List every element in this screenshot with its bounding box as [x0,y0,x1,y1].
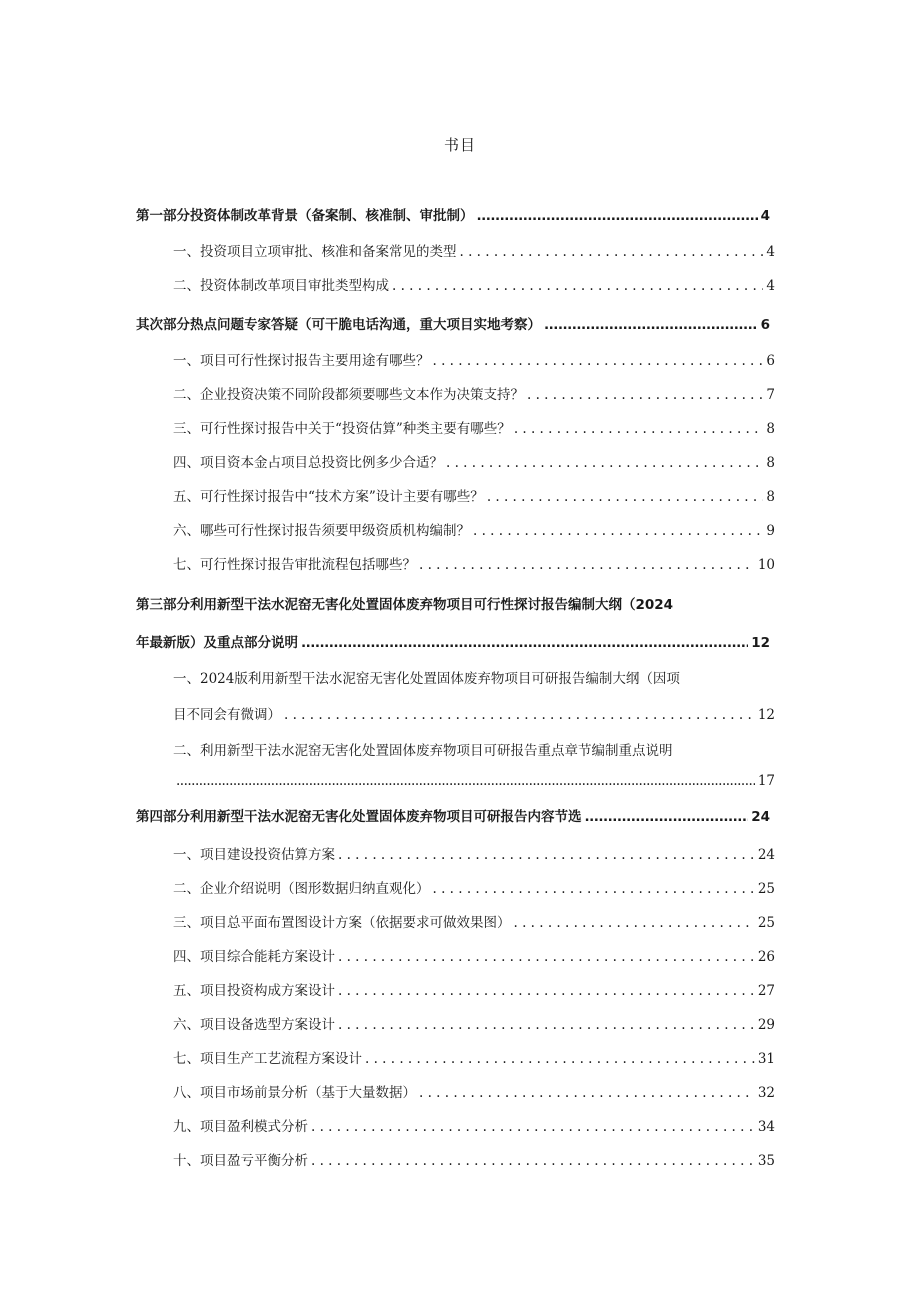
toc-dot-leader [338,982,755,1000]
toc-entry-page: 8 [766,421,775,437]
toc-entry[interactable] [173,772,775,790]
toc-dot-leader [433,352,764,370]
toc-entry-page: 34 [757,1119,775,1135]
toc-entry-page: 29 [757,1017,775,1033]
toc-entry-label: 七、项目生产工艺流程方案设计 [173,1051,362,1067]
toc-entry-label: 三、项目总平面布置图设计方案（依据要求可做效果图） [173,915,511,931]
toc-dot-leader [338,1016,755,1034]
toc-dot-leader [544,316,758,334]
toc-dot-leader [338,948,755,966]
toc-dot-leader [392,277,763,295]
toc-entry-label: 八、项目市场前景分析（基于大量数据） [173,1085,416,1101]
toc-entry-page: 32 [757,1085,775,1101]
toc-dot-leader [487,488,764,506]
toc-dot-leader [433,880,755,898]
toc-entry-label: 四、项目综合能耗方案设计 [173,949,335,965]
toc-dot-leader [311,1118,755,1136]
toc-entry-label: 三、可行性探讨报告中关于“投资估算”种类主要有哪些？ [173,421,511,437]
toc-entry[interactable] [173,352,775,370]
toc-entry-label: 第四部分利用新型干法水泥窑无害化处置固体废弃物项目可研报告内容节选 [136,809,582,825]
toc-entry[interactable] [173,1118,775,1136]
toc-entry-page: 10 [757,557,775,573]
toc-entry-label: 五、可行性探讨报告中“技术方案”设计主要有哪些？ [173,489,484,505]
toc-entry-page: 35 [757,1153,775,1169]
toc-entry-label: 目不同会有微调） [173,707,281,723]
toc-entry[interactable] [173,914,775,932]
toc-entry-page: 25 [757,915,775,931]
toc-dot-leader [446,454,763,472]
toc-entry-label: 一、项目可行性探讨报告主要用途有哪些？ [173,353,430,369]
toc-dot-leader [365,1050,755,1068]
toc-dot-leader [176,772,755,790]
toc-entry-label: 四、项目资本金占项目总投资比例多少合适？ [173,455,443,471]
toc-entry-page: 12 [757,707,775,723]
toc-entry[interactable] [173,488,775,506]
toc-entry-label: 二、投资体制改革项目审批类型构成 [173,278,389,294]
toc-entry-label: 十、项目盈亏平衡分析 [173,1153,308,1169]
toc-dot-leader [514,420,764,438]
toc-entry-page: 4 [760,208,770,224]
toc-entry[interactable] [173,420,775,438]
toc-dot-leader [338,846,755,864]
toc-entry-page: 4 [766,278,775,294]
toc-entry-page: 9 [766,523,775,539]
toc-entry-page: 8 [766,489,775,505]
toc-entry[interactable] [136,207,770,225]
toc-entry-label: 六、哪些可行性探讨报告须要甲级资质机构编制？ [173,523,470,539]
toc-entry-label: 一、投资项目立项审批、核准和备案常见的类型 [173,244,457,260]
toc-entry-label: 五、项目投资构成方案设计 [173,983,335,999]
toc-entry[interactable] [136,316,770,334]
toc-entry[interactable] [173,522,775,540]
toc-entry-label: 第一部分投资体制改革背景（备案制、核准制、审批制） [136,208,474,224]
toc-entry-page: 24 [757,847,775,863]
toc-dot-leader [527,386,763,404]
toc-entry-page: 27 [757,983,775,999]
toc-entry-page: 24 [751,809,770,825]
toc-entry[interactable] [173,277,775,295]
toc-entry-page: 17 [757,773,775,789]
toc-entry[interactable] [173,1084,775,1102]
toc-entry[interactable] [173,1016,775,1034]
toc-entry[interactable] [173,1050,775,1068]
toc-entry-label: 七、可行性探讨报告审批流程包括哪些？ [173,557,416,573]
toc-dot-leader [477,207,758,225]
toc-entry-label: 二、企业介绍说明（图形数据归纳直观化） [173,881,430,897]
toc-title: 书目 [443,136,476,154]
toc-dot-leader [585,808,749,826]
toc-dot-leader [460,243,764,261]
toc-entry-label: 一、项目建设投资估算方案 [173,847,335,863]
toc-dot-leader [419,556,755,574]
toc-entry-page: 6 [766,353,775,369]
toc-entry-page: 25 [757,881,775,897]
toc-entry[interactable] [173,846,775,864]
toc-dot-leader [301,634,748,652]
toc-entry[interactable] [173,386,775,404]
toc-entry-label: 二、企业投资决策不同阶段都须要哪些文本作为决策支持？ [173,387,524,403]
toc-dot-leader [419,1084,755,1102]
toc-dot-leader [284,706,755,724]
toc-entry-label: 年最新版）及重点部分说明 [136,635,298,651]
toc-entry-label: 九、项目盈利模式分析 [173,1119,308,1135]
toc-entry[interactable] [136,808,770,826]
toc-entry[interactable] [173,556,775,574]
toc-entry[interactable] [173,948,775,966]
toc-entry-page: 7 [766,387,775,403]
toc-entry[interactable] [173,706,775,724]
toc-entry-page: 4 [766,244,775,260]
toc-entry-label-line1: 二、利用新型干法水泥窑无害化处置固体废弃物项目可研报告重点章节编制重点说明 [173,743,673,759]
toc-dot-leader [514,914,755,932]
toc-entry-label-line1: 一、2024版利用新型干法水泥窑无害化处置固体废弃物项目可研报告编制大纲（因项 [173,671,680,687]
toc-entry[interactable] [173,880,775,898]
toc-entry-page: 6 [760,317,770,333]
toc-entry[interactable] [173,982,775,1000]
toc-entry-page: 31 [757,1051,775,1067]
toc-entry-page: 8 [766,455,775,471]
toc-entry-page: 12 [751,635,770,651]
toc-entry[interactable] [173,1152,775,1170]
toc-entry-label: 其次部分热点问题专家答疑（可干脆电话沟通，重大项目实地考察） [136,317,541,333]
toc-entry[interactable] [173,243,775,261]
toc-entry[interactable] [136,634,770,652]
toc-dot-leader [311,1152,755,1170]
toc-dot-leader [473,522,763,540]
toc-entry-label: 六、项目设备选型方案设计 [173,1017,335,1033]
toc-entry-label-line1: 第三部分利用新型干法水泥窑无害化处置固体废弃物项目可行性探讨报告编制大纲（2024 [136,597,674,613]
toc-entry[interactable] [173,454,775,472]
toc-entry-page: 26 [757,949,775,965]
